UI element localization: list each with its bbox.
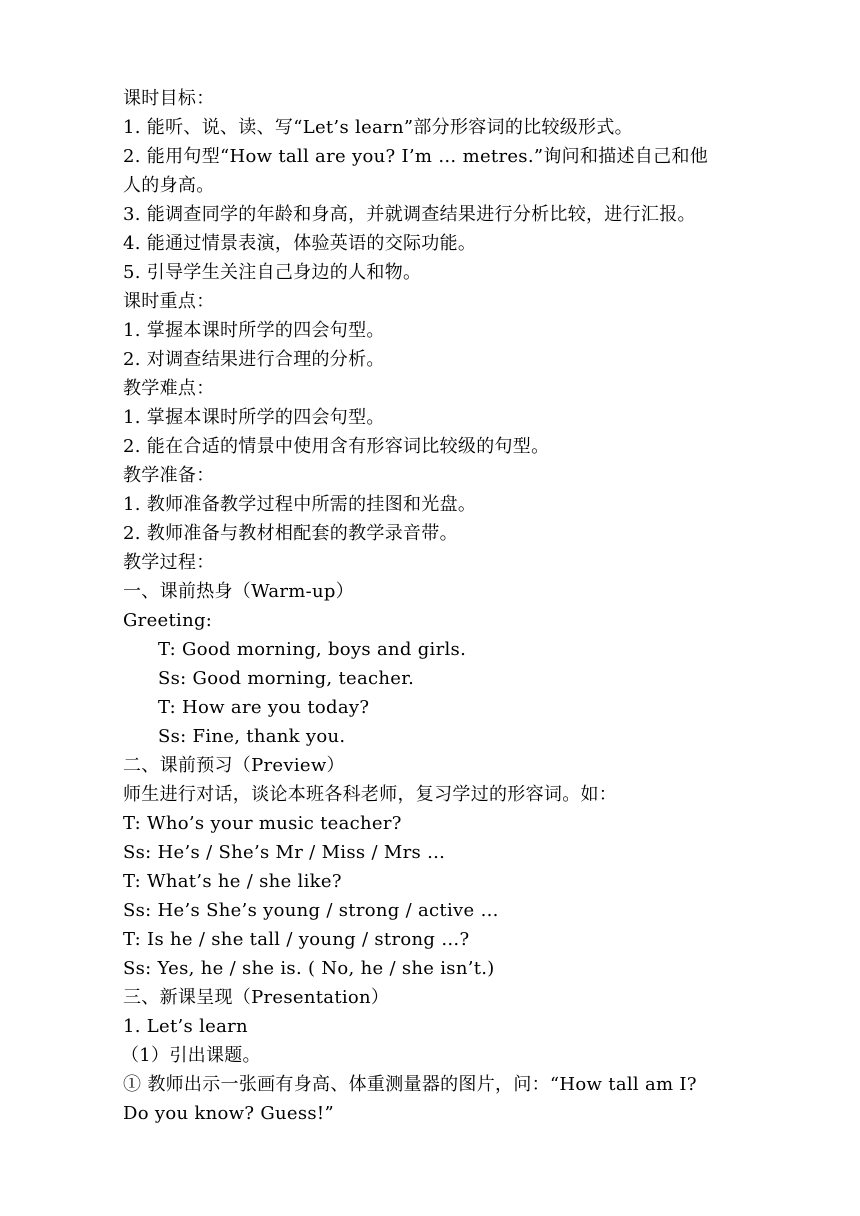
text-line: ① 教师出示一张画有身高、体重测量器的图片，问：“How tall am I? [123,1074,697,1095]
text-line: 1. 能听、说、读、写“Let’s learn”部分形容词的比较级形式。 [123,117,633,138]
text-line: Greeting: [123,610,213,631]
text-line: 人的身高。 [123,175,215,196]
text-line: Ss: Fine, thank you. [158,726,346,747]
text-line: T: Good morning, boys and girls. [158,639,467,660]
text-line: 1. Let’s learn [123,1016,248,1037]
text-line: 2. 对调查结果进行合理的分析。 [123,349,385,370]
text-line: 三、新课呈现（Presentation） [123,987,390,1008]
text-line: T: Is he / she tall / young / strong …? [123,929,470,950]
text-line: 2. 能在合适的情景中使用含有形容词比较级的句型。 [123,436,550,457]
text-line: Ss: He’s / She’s Mr / Miss / Mrs … [123,842,446,863]
text-line: Ss: Good morning, teacher. [158,668,415,689]
text-line: 教学难点： [123,378,215,399]
text-line: T: Who’s your music teacher? [123,813,402,834]
text-line: 二、课前预习（Preview） [123,755,345,776]
text-line: 教学准备： [123,465,215,486]
text-line: T: What’s he / she like? [123,871,342,892]
text-line: 教学过程： [123,552,215,573]
text-line: （1）引出课题。 [121,1045,261,1066]
text-line: Ss: Yes, he / she is. ( No, he / she isn’t.) [123,958,495,979]
text-line: Ss: He’s She’s young / strong / active … [123,900,499,921]
text-line: 3. 能调查同学的年龄和身高，并就调查结果进行分析比较，进行汇报。 [123,204,696,225]
text-line: 1. 教师准备教学过程中所需的挂图和光盘。 [123,494,477,515]
text-line: 课时重点： [123,291,215,312]
text-line: 4. 能通过情景表演，体验英语的交际功能。 [123,233,477,254]
text-line: 5. 引导学生关注自己身边的人和物。 [123,262,422,283]
text-line: 2. 教师准备与教材相配套的教学录音带。 [123,523,458,544]
text-line: 师生进行对话，谈论本班各科老师，复习学过的形容词。如： [123,784,618,805]
text-line: 课时目标： [123,88,215,109]
text-line: Do you know? Guess!” [123,1103,334,1124]
text-line: 一、课前热身（Warm-up） [123,581,355,602]
text-line: 1. 掌握本课时所学的四会句型。 [123,407,385,428]
text-line: 1. 掌握本课时所学的四会句型。 [123,320,385,341]
text-line: T: How are you today? [158,697,370,718]
text-line: 2. 能用句型“How tall are you? I’m … metres.”询问和描述自己和他 [123,146,709,167]
